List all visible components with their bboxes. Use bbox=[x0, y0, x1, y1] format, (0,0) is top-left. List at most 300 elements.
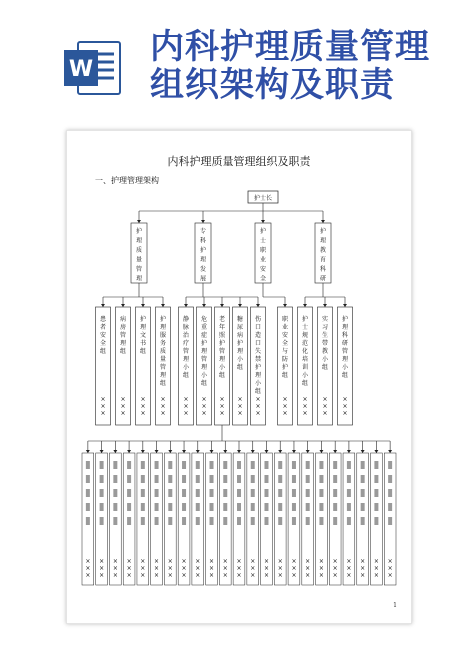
org-level3-text-line bbox=[196, 461, 200, 469]
org-level2-label: 护 bbox=[341, 316, 349, 323]
org-level3-text-line bbox=[210, 503, 214, 511]
org-level3-text-line bbox=[223, 461, 227, 469]
arrow-head bbox=[113, 450, 117, 453]
org-level2-label: 组 bbox=[236, 364, 244, 371]
org-level2-label: 护 bbox=[139, 316, 147, 323]
org-level2-marks: × bbox=[237, 403, 243, 410]
org-level3-text-line bbox=[347, 503, 351, 511]
arrow-head bbox=[237, 450, 241, 453]
org-level3-text-line bbox=[306, 517, 310, 525]
org-level2-marks: × bbox=[183, 403, 189, 410]
org-level3-marks: × bbox=[305, 572, 311, 579]
org-level3-text-line bbox=[333, 489, 337, 497]
org-level3-text-line bbox=[306, 461, 310, 469]
org-level3-text-line bbox=[182, 489, 186, 497]
org-level1-label: 专 bbox=[199, 228, 207, 235]
org-level3-text-line bbox=[182, 503, 186, 511]
arrow-head bbox=[251, 450, 255, 453]
org-level3-text-line bbox=[361, 475, 365, 483]
org-level2-marks: × bbox=[322, 410, 328, 417]
org-level2-label: 研 bbox=[341, 340, 349, 347]
org-level3-text-line bbox=[333, 503, 337, 511]
org-level2-label: 老 bbox=[218, 316, 226, 323]
org-level3-text-line bbox=[306, 489, 310, 497]
org-level2-label: 护 bbox=[218, 340, 226, 347]
org-level3-text-line bbox=[100, 517, 104, 525]
org-level3-text-line bbox=[278, 475, 282, 483]
org-level3-text-line bbox=[388, 489, 392, 497]
org-level2-label: 组 bbox=[281, 372, 289, 379]
org-level2-label: 疗 bbox=[182, 340, 190, 347]
org-level3-marks: × bbox=[318, 558, 324, 565]
org-level3-text-line bbox=[223, 489, 227, 497]
org-level2-label: 护 bbox=[236, 340, 244, 347]
org-level3-marks: × bbox=[305, 565, 311, 572]
org-level3-marks: × bbox=[318, 572, 324, 579]
org-level3-marks: × bbox=[332, 572, 338, 579]
org-level3-marks: × bbox=[346, 572, 352, 579]
org-level3-text-line bbox=[319, 461, 323, 469]
org-root-label: 护士长 bbox=[253, 195, 273, 202]
org-level3-marks: × bbox=[154, 565, 160, 572]
org-level2-label: 理 bbox=[159, 372, 167, 379]
org-level2-label: 书 bbox=[139, 340, 147, 347]
org-level3-marks: × bbox=[126, 572, 132, 579]
org-level1-label: 全 bbox=[259, 275, 267, 283]
arrow-head bbox=[264, 450, 268, 453]
org-level2-marks: × bbox=[342, 410, 348, 417]
org-level3-text-line bbox=[113, 489, 117, 497]
org-level2-marks: × bbox=[160, 396, 166, 403]
org-level3-marks: × bbox=[195, 572, 201, 579]
org-level2-marks: × bbox=[120, 396, 126, 403]
org-level2-label: 范 bbox=[301, 340, 309, 347]
org-level3-text-line bbox=[278, 517, 282, 525]
org-level3-text-line bbox=[278, 489, 282, 497]
org-level3-text-line bbox=[292, 475, 296, 483]
org-level3-text-line bbox=[182, 517, 186, 525]
org-level3-text-line bbox=[210, 461, 214, 469]
org-level3-text-line bbox=[237, 517, 241, 525]
arrow-head bbox=[303, 304, 307, 307]
org-level2-label: 组 bbox=[159, 380, 167, 387]
org-level3-text-line bbox=[127, 503, 131, 511]
org-level3-text-line bbox=[306, 475, 310, 483]
org-level3-marks: × bbox=[373, 565, 379, 572]
org-level3-text-line bbox=[251, 503, 255, 511]
org-level3-text-line bbox=[388, 461, 392, 469]
org-level2-label: 口 bbox=[254, 340, 262, 347]
org-level2-label: 培 bbox=[301, 356, 309, 363]
org-level3-text-line bbox=[333, 475, 337, 483]
org-level2-label: 年 bbox=[218, 324, 226, 331]
arrow-head bbox=[238, 304, 242, 307]
org-level2-label: 病 bbox=[119, 316, 127, 323]
org-level3-text-line bbox=[141, 503, 145, 511]
org-level3-marks: × bbox=[126, 558, 132, 565]
org-level2-label: 组 bbox=[200, 380, 208, 387]
org-level3-text-line bbox=[251, 489, 255, 497]
org-level2-label: 量 bbox=[159, 356, 167, 363]
org-level2-label: 理 bbox=[341, 324, 349, 331]
org-level2-label: 危 bbox=[200, 316, 208, 323]
org-level2-label: 组 bbox=[321, 364, 329, 371]
org-level3-text-line bbox=[127, 489, 131, 497]
arrow-head bbox=[155, 450, 159, 453]
org-level3-text-line bbox=[264, 489, 268, 497]
org-level3-text-line bbox=[347, 489, 351, 497]
org-level3-marks: × bbox=[181, 558, 187, 565]
org-level3-text-line bbox=[100, 489, 104, 497]
org-level2-label: 护 bbox=[159, 316, 167, 323]
arrow-head bbox=[333, 450, 337, 453]
org-level3-marks: × bbox=[99, 565, 105, 572]
org-level1-label: 士 bbox=[259, 237, 267, 245]
org-level3-text-line bbox=[374, 489, 378, 497]
org-level3-text-line bbox=[388, 503, 392, 511]
org-level2-label: 小 bbox=[301, 372, 309, 379]
org-level2-label: 房 bbox=[119, 324, 127, 331]
org-level3-text-line bbox=[306, 503, 310, 511]
org-level2-label: 理 bbox=[254, 372, 262, 379]
org-level2-label: 习 bbox=[321, 324, 329, 331]
org-level3-text-line bbox=[113, 517, 117, 525]
org-level2-label: 管 bbox=[218, 348, 226, 355]
org-level2-label: 与 bbox=[281, 348, 289, 355]
org-chart bbox=[67, 131, 411, 623]
arrow-head bbox=[101, 304, 105, 307]
org-level2-label: 实 bbox=[321, 316, 329, 323]
org-level3-text-line bbox=[196, 475, 200, 483]
org-level2-label: 重 bbox=[200, 324, 208, 331]
arrow-head bbox=[347, 450, 351, 453]
org-level3-text-line bbox=[86, 489, 90, 497]
org-level3-text-line bbox=[168, 461, 172, 469]
org-level3-text-line bbox=[264, 461, 268, 469]
org-level2-label: 组 bbox=[182, 372, 190, 379]
org-level2-label: 务 bbox=[159, 340, 167, 347]
org-level2-label: 静 bbox=[182, 316, 190, 323]
org-level2-label: 尿 bbox=[236, 324, 244, 331]
org-level3-text-line bbox=[292, 489, 296, 497]
org-level3-text-line bbox=[86, 475, 90, 483]
org-level2-label: 科 bbox=[341, 332, 349, 339]
org-level1-label: 业 bbox=[259, 256, 267, 264]
org-level3-text-line bbox=[155, 475, 159, 483]
org-level2-label: 文 bbox=[139, 332, 147, 339]
org-level1-label: 职 bbox=[259, 247, 267, 254]
org-level2-label: 服 bbox=[159, 332, 167, 339]
org-level2-label: 小 bbox=[236, 356, 244, 363]
org-level2-label: 护 bbox=[200, 340, 208, 347]
org-level2-label: 组 bbox=[139, 348, 147, 355]
org-level2-label: 小 bbox=[218, 364, 226, 371]
org-level2-marks: × bbox=[160, 410, 166, 417]
org-level3-marks: × bbox=[209, 558, 215, 565]
org-level3-marks: × bbox=[373, 572, 379, 579]
org-level2-marks: × bbox=[255, 410, 261, 417]
org-level3-marks: × bbox=[387, 572, 393, 579]
org-level1-label: 护 bbox=[319, 228, 327, 235]
org-level2-label: 管 bbox=[182, 348, 190, 355]
org-level3-text-line bbox=[361, 517, 365, 525]
org-level3-text-line bbox=[100, 475, 104, 483]
org-level3-marks: × bbox=[250, 572, 256, 579]
org-level2-label: 管 bbox=[200, 356, 208, 363]
org-level3-marks: × bbox=[154, 558, 160, 565]
org-level3-marks: × bbox=[222, 558, 228, 565]
org-level2-label: 教 bbox=[321, 348, 329, 355]
org-level3-text-line bbox=[251, 475, 255, 483]
org-level2-label: 业 bbox=[281, 324, 289, 331]
org-level1-label: 理 bbox=[135, 275, 143, 283]
org-level2-label: 理 bbox=[200, 348, 208, 355]
org-level3-text-line bbox=[361, 489, 365, 497]
arrow-head bbox=[261, 220, 265, 223]
org-level3-text-line bbox=[237, 489, 241, 497]
org-level3-text-line bbox=[141, 489, 145, 497]
page-title bbox=[150, 28, 470, 104]
org-level3-text-line bbox=[319, 489, 323, 497]
org-level2-label: 理 bbox=[341, 356, 349, 363]
org-level2-label: 糖 bbox=[236, 316, 244, 323]
org-level2-label: 组 bbox=[301, 380, 309, 387]
org-level2-label: 质 bbox=[159, 348, 167, 355]
org-level1-label: 护 bbox=[135, 228, 143, 235]
arrow-head bbox=[196, 450, 200, 453]
arrow-head bbox=[184, 304, 188, 307]
org-level3-marks: × bbox=[209, 565, 215, 572]
org-level2-marks: × bbox=[219, 403, 225, 410]
org-level2-label: 管 bbox=[341, 348, 349, 355]
org-level2-marks: × bbox=[282, 410, 288, 417]
org-level3-marks: × bbox=[250, 558, 256, 565]
org-level3-marks: × bbox=[387, 565, 393, 572]
org-level3-marks: × bbox=[318, 565, 324, 572]
arrow-head bbox=[201, 220, 205, 223]
org-level2-label: 患 bbox=[99, 316, 107, 323]
org-level3-marks: × bbox=[99, 558, 105, 565]
org-level3-marks: × bbox=[387, 558, 393, 565]
org-level2-marks: × bbox=[219, 410, 225, 417]
org-level2-label: 带 bbox=[321, 340, 329, 347]
org-level3-text-line bbox=[292, 503, 296, 511]
arrow-head bbox=[168, 450, 172, 453]
org-level2-label: 管 bbox=[159, 364, 167, 371]
org-level3-marks: × bbox=[140, 558, 146, 565]
arrow-head bbox=[121, 304, 125, 307]
org-level2-label: 安 bbox=[99, 332, 107, 339]
org-level1-label: 理 bbox=[199, 256, 207, 264]
arrow-head bbox=[283, 304, 287, 307]
org-level3-marks: × bbox=[167, 558, 173, 565]
arrow-head bbox=[100, 450, 104, 453]
org-level2-marks: × bbox=[342, 396, 348, 403]
org-level3-text-line bbox=[251, 461, 255, 469]
org-level1-label: 教 bbox=[319, 247, 327, 254]
org-level1-label: 量 bbox=[135, 256, 143, 264]
org-level3-text-line bbox=[374, 475, 378, 483]
org-level3-text-line bbox=[155, 461, 159, 469]
org-level2-label: 失 bbox=[254, 348, 262, 355]
arrow-head bbox=[256, 304, 260, 307]
org-level3-text-line bbox=[210, 489, 214, 497]
org-level3-marks: × bbox=[140, 572, 146, 579]
org-level3-text-line bbox=[141, 461, 145, 469]
org-level3-marks: × bbox=[209, 572, 215, 579]
org-level3-marks: × bbox=[277, 572, 283, 579]
org-level2-marks: × bbox=[322, 396, 328, 403]
org-level2-marks: × bbox=[120, 410, 126, 417]
org-level3-marks: × bbox=[126, 565, 132, 572]
org-level2-label: 照 bbox=[218, 332, 226, 339]
org-level1-label: 研 bbox=[319, 275, 327, 283]
word-icon-letter: W bbox=[68, 57, 94, 82]
org-level3-text-line bbox=[388, 475, 392, 483]
org-level3-text-line bbox=[374, 461, 378, 469]
org-level3-text-line bbox=[388, 517, 392, 525]
org-level2-label: 职 bbox=[281, 316, 289, 323]
org-level2-label: 全 bbox=[281, 340, 289, 347]
org-level2-marks: × bbox=[201, 403, 207, 410]
org-level3-marks: × bbox=[236, 572, 242, 579]
org-level3-text-line bbox=[141, 517, 145, 525]
org-level3-text-line bbox=[319, 475, 323, 483]
org-level3-text-line bbox=[292, 461, 296, 469]
org-level3-marks: × bbox=[263, 558, 269, 565]
org-level3-marks: × bbox=[236, 565, 242, 572]
arrow-head bbox=[343, 304, 347, 307]
org-level1-label: 理 bbox=[319, 237, 327, 245]
org-level2-marks: × bbox=[201, 396, 207, 403]
org-level2-marks: × bbox=[183, 410, 189, 417]
org-level3-text-line bbox=[223, 503, 227, 511]
org-level1-label: 发 bbox=[199, 266, 207, 273]
org-level3-text-line bbox=[155, 503, 159, 511]
org-level3-marks: × bbox=[222, 565, 228, 572]
org-level2-label: 规 bbox=[301, 332, 309, 339]
page-title-line2: 组织架构及职责 bbox=[150, 65, 395, 105]
org-level3-marks: × bbox=[360, 558, 366, 565]
org-level3-text-line bbox=[292, 517, 296, 525]
org-level2-marks: × bbox=[255, 396, 261, 403]
org-level3-text-line bbox=[278, 461, 282, 469]
org-level1-label: 质 bbox=[135, 247, 143, 254]
arrow-head bbox=[321, 220, 325, 223]
org-level3-text-line bbox=[196, 489, 200, 497]
org-level2-label: 理 bbox=[182, 356, 190, 363]
org-level3-marks: × bbox=[112, 572, 118, 579]
org-level1-label: 管 bbox=[135, 266, 143, 273]
org-level2-label: 全 bbox=[99, 340, 107, 347]
org-level2-marks: × bbox=[201, 410, 207, 417]
org-level3-marks: × bbox=[291, 565, 297, 572]
org-level3-text-line bbox=[86, 503, 90, 511]
org-level3-marks: × bbox=[360, 565, 366, 572]
org-level2-label: 病 bbox=[236, 332, 244, 339]
arrow-head bbox=[292, 450, 296, 453]
org-level2-marks: × bbox=[237, 396, 243, 403]
org-level3-marks: × bbox=[154, 572, 160, 579]
arrow-head bbox=[127, 450, 131, 453]
word-document-icon bbox=[60, 36, 124, 100]
arrow-head bbox=[278, 450, 282, 453]
org-level2-label: 理 bbox=[159, 324, 167, 331]
org-level3-text-line bbox=[127, 475, 131, 483]
org-level3-marks: × bbox=[346, 558, 352, 565]
org-level2-label: 护 bbox=[254, 364, 262, 371]
org-level3-text-line bbox=[223, 475, 227, 483]
org-level3-text-line bbox=[182, 475, 186, 483]
org-level3-text-line bbox=[374, 517, 378, 525]
org-level2-marks: × bbox=[302, 396, 308, 403]
org-level2-marks: × bbox=[322, 403, 328, 410]
org-level3-text-line bbox=[210, 517, 214, 525]
org-level2-label: 化 bbox=[301, 348, 309, 355]
org-level3-text-line bbox=[361, 503, 365, 511]
org-level2-label: 生 bbox=[321, 332, 329, 339]
document-title: 内科护理质量管理组织及职责 bbox=[167, 155, 311, 168]
org-level2-marks: × bbox=[219, 396, 225, 403]
org-level2-marks: × bbox=[282, 403, 288, 410]
arrow-head bbox=[306, 450, 310, 453]
org-level2-marks: × bbox=[160, 403, 166, 410]
page-title-line1: 内科护理质量管理 bbox=[150, 27, 430, 67]
org-level3-text-line bbox=[100, 503, 104, 511]
arrow-head bbox=[220, 304, 224, 307]
org-level3-marks: × bbox=[167, 572, 173, 579]
org-level2-label: 造 bbox=[254, 332, 262, 339]
arrow-head bbox=[374, 450, 378, 453]
org-level3-text-line bbox=[113, 461, 117, 469]
org-level3-marks: × bbox=[181, 572, 187, 579]
org-level3-text-line bbox=[113, 503, 117, 511]
arrow-head bbox=[161, 304, 165, 307]
org-level2-label: 小 bbox=[341, 364, 349, 371]
org-level2-label: 症 bbox=[200, 332, 208, 339]
org-level2-label: 防 bbox=[281, 356, 289, 363]
org-level3-text-line bbox=[196, 503, 200, 511]
org-level3-text-line bbox=[127, 461, 131, 469]
org-level2-marks: × bbox=[140, 403, 146, 410]
org-level3-marks: × bbox=[291, 572, 297, 579]
org-level2-label: 组 bbox=[99, 348, 107, 355]
org-level3-text-line bbox=[155, 517, 159, 525]
org-level3-text-line bbox=[196, 517, 200, 525]
org-level2-label: 小 bbox=[254, 380, 262, 387]
org-level3-marks: × bbox=[85, 572, 91, 579]
org-level3-text-line bbox=[237, 475, 241, 483]
org-level3-text-line bbox=[319, 517, 323, 525]
org-level2-label: 护 bbox=[301, 316, 309, 323]
org-level3-text-line bbox=[168, 503, 172, 511]
org-level1-label: 理 bbox=[135, 237, 143, 245]
org-level3-marks: × bbox=[195, 565, 201, 572]
org-level2-marks: × bbox=[183, 396, 189, 403]
org-level3-marks: × bbox=[112, 558, 118, 565]
org-level3-text-line bbox=[264, 475, 268, 483]
org-level3-text-line bbox=[223, 517, 227, 525]
org-level3-text-line bbox=[374, 503, 378, 511]
org-level2-marks: × bbox=[120, 403, 126, 410]
org-level2-label: 组 bbox=[218, 372, 226, 379]
org-level3-text-line bbox=[251, 517, 255, 525]
org-level3-marks: × bbox=[222, 572, 228, 579]
arrow-head bbox=[223, 450, 227, 453]
org-level2-marks: × bbox=[255, 403, 261, 410]
org-level2-label: 伤 bbox=[254, 316, 262, 323]
org-level3-text-line bbox=[86, 461, 90, 469]
